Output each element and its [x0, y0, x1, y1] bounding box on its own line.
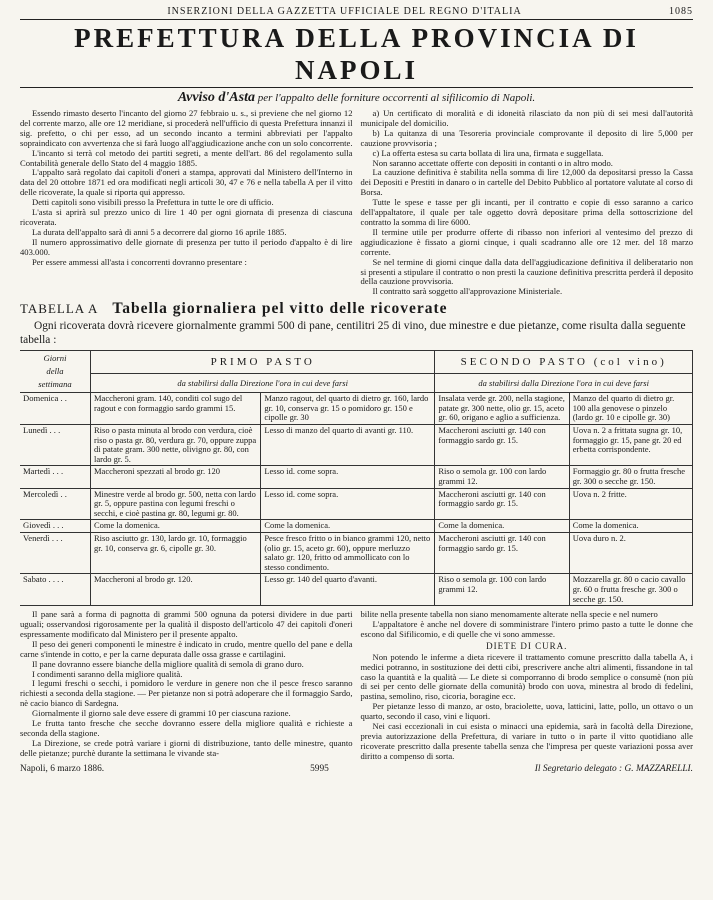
paragraph: Nei casi eccezionali in cui esista o minacci una epidemia, sarà in facoltà della Direzione, previa autorizzazione della Prefettura, di variare in tutto o in parte il vitto quotidiano alle ricoverate prescritto dalla presente tabella senza che l'impresa per queste variazioni possa aver diritto a compenso di sorta. [360, 721, 693, 761]
primo-pietanza-cell: Manzo ragout, del quarto di dietro gr. 160, lardo gr. 10, conserva gr. 15 o pomidoro gr. 150 e cipolle gr. 30 [261, 393, 435, 425]
table-row [20, 393, 693, 425]
paragraph: a) Un certificato di moralità e di idoneità rilasciato da non più di sei mesi dall'autorità municipale del domicilio. [360, 108, 693, 128]
primo-pietanza-cell: Pesce fresco fritto o in bianco grammi 120, netto (olio gr. 15, aceto gr. 60), oppure merluzzo salato gr. 120, fritto od ammollicato con lo stesso condimento. [261, 532, 435, 573]
primo-minestra-cell: Riso asciutto gr. 130, lardo gr. 10, formaggio gr. 10, conserva gr. 6, cipolle gr. 30. [91, 532, 261, 573]
day-cell: Martedì . . . [20, 466, 91, 488]
day-column-header [20, 351, 91, 393]
paragraph: Il pane dovranno essere bianche della migliore qualità di semola di grano duro. [32, 658, 304, 669]
paragraph: bilite nella presente tabella non siano menomamente alterate nella specie e nel numero [360, 609, 658, 620]
paragraph: Il contratto sarà soggetto all'approvazione Ministeriale. [372, 286, 563, 297]
paragraph: Il numero approssimativo delle giornate di presenza per tutto il periodo d'appalto è di lire 403.000. [20, 236, 353, 257]
paragraph: La cauzione definitiva è stabilita nella somma di lire 12,000 da depositarsi presso la Cassa dei Depositi e Prestiti in danaro o in cartelle del Debito Pubblico al portatore valutate al corso di Borsa. [360, 167, 693, 198]
paragraph: La durata dell'appalto sarà di anni 5 a decorrere dal giorno 16 aprile 1885. [32, 226, 287, 237]
paragraph: Il peso dei generi componenti le minestre è indicato in crudo, mentre quello del pane e della carne s'intende in cotto, e per la carne depurata dalle ossa grasse e cartilagini. [20, 638, 353, 659]
paragraph: I legumi freschi o secchi, i pomidoro le verdure in genere non che il pesce fresco saranno richiesti a seconda della stagione. — Per pietanze non si potrà adoperare che il formaggio Sardo, nè cacio bianco di Sardegna. [20, 678, 353, 709]
footer-number: 5995 [310, 763, 329, 774]
secondo-minestra-cell: Riso o semola gr. 100 con lardo grammi 12. [435, 466, 569, 488]
title-rule [20, 87, 693, 88]
paragraph: Detti capitoli sono visibili presso la Prefettura in tutte le ore di ufficio. [32, 197, 274, 208]
secondo-pietanza-cell: Come la domenica. [569, 520, 692, 533]
main-title: PREFETTURA DELLA PROVINCIA DI NAPOLI [74, 23, 639, 85]
subtitle-rest: per l'appalto delle forniture occorrenti al sifilicomio di Napoli. [254, 92, 536, 104]
primo-pasto-header: PRIMO PASTO [91, 351, 435, 374]
day-cell: Giovedì . . . [20, 520, 91, 533]
table-row [20, 532, 693, 573]
menu-rows [20, 393, 693, 606]
notice-subtitle [20, 90, 693, 106]
table-heading [20, 300, 693, 318]
footer-place-date: Napoli, 6 marzo 1886. [20, 763, 105, 774]
secondo-minestra-cell: Riso o semola gr. 100 con lardo grammi 12. [435, 574, 569, 606]
paragraph: b) La quitanza di una Tesoreria provinciale comprovante il deposito di lire 5,000 per cauzione provvisoria ; [360, 127, 693, 148]
primo-pasto-subheader: da stabilirsi dalla Direzione l'ora in cui deve farsi [91, 374, 435, 393]
notice-left-column [20, 109, 353, 297]
paragraph: L'appalto sarà regolato dai capitoli d'oneri a stampa, approvati dal Ministero dell'Interno in data del 20 ottobre 1871 ed ora modificati negli articoli 30, 47 e 76 e nella tabella A per il vitto delle ricoverate, la quale si riporta qui appresso. [20, 167, 353, 198]
primo-minestra-cell: Come la domenica. [91, 520, 261, 533]
primo-minestra-cell: Minestre verde al brodo gr. 500, netta con lardo gr. 5, oppure pastina con legumi freschi o secchi, e cioè pastina gr. 80, legumi gr. 80. [91, 488, 261, 520]
paragraph: Non saranno accettate offerte con depositi in contanti o in altro modo. [372, 157, 613, 168]
day-cell: Venerdì . . . [20, 532, 91, 573]
secondo-minestra-cell: Maccheroni asciutti gr. 140 con formaggio sardo gr. 15. [435, 425, 569, 466]
day-header-line: Giorni [43, 353, 67, 364]
paragraph: Le frutta tanto fresche che secche dovranno essere della migliore qualità e richieste a seconda della stagione. [20, 718, 353, 738]
table-subheader-row [20, 374, 693, 393]
paragraph: La Direzione, se crede potrà variare i giorni di distribuzione, tanto delle minestre, quanto delle pietanze; purchè durante la settimana le vivande sta- [20, 737, 353, 758]
day-header-line: settimana [38, 379, 72, 390]
paragraph: L'incanto si terrà col metodo dei partiti segreti, a mente dell'art. 86 del regolamento sulla Contabilità generale dello Stato del 4 maggio 1885. [20, 147, 353, 168]
paragraph: c) La offerta estesa su carta bollata di lira una, firmata e suggellata. [372, 147, 604, 158]
notes-right-column [361, 610, 694, 762]
secondo-pietanza-cell: Manzo del quarto di dietro gr. 100 alla genovese o pinzelo (lardo gr. 10 e cipolle gr. 30) [569, 393, 692, 425]
secondo-minestra-cell: Insalata verde gr. 200, nella stagione, patate gr. 300 nette, olio gr. 15, aceto gr. 60, origano e aglio a sufficienza. [435, 393, 569, 425]
table-header-row [20, 351, 693, 374]
page-number: 1085 [669, 6, 693, 17]
gazette-page [20, 6, 693, 774]
table-label: TABELLA A [20, 301, 99, 317]
notes-left-column [20, 610, 353, 762]
primo-minestra-cell: Maccheroni spezzati al brodo gr. 120 [91, 466, 261, 488]
page-footer [20, 764, 693, 774]
page-header [20, 6, 693, 20]
secondo-pietanza-cell: Uova duro n. 2. [569, 532, 692, 573]
primo-minestra-cell: Riso o pasta minuta al brodo con verdura, cioè riso o pasta gr. 80, verdura gr. 70, oppure zuppa di patate gram. 300 nette, olivigno gr. 80, con lardo gr. 5. [91, 425, 261, 466]
notice-right-column [361, 109, 694, 297]
paragraph: Per essere ammessi all'asta i concorrenti dovranno presentare : [32, 256, 247, 267]
primo-pietanza-cell: Lesso id. come sopra. [261, 466, 435, 488]
day-cell: Lunedì . . . [20, 425, 91, 466]
secondo-minestra-cell: Maccheroni asciutti gr. 140 con formaggio sardo gr. 15. [435, 488, 569, 520]
subtitle-bold: Avviso d'Asta [177, 90, 255, 105]
paragraph: I condimenti saranno della migliore qualità. [32, 668, 183, 679]
table-row [20, 425, 693, 466]
primo-pietanza-cell: Come la domenica. [261, 520, 435, 533]
paragraph: Giornalmente il giorno sale deve essere di grammi 10 per ciascuna razione. [32, 708, 291, 719]
table-row [20, 488, 693, 520]
table-row [20, 520, 693, 533]
table-row [20, 466, 693, 488]
paragraph: L'asta si aprirà sul prezzo unico di lire 1 40 per ogni giornata di presenza di ciascuna ricoverata. [20, 207, 353, 227]
day-cell: Sabato . . . . [20, 574, 91, 606]
day-header-line: della [46, 366, 64, 377]
paragraph: Per pietanze lesso di manzo, ar osto, braciolette, uova, latticini, latte, pollo, un ottavo o un quarto, secondo il caso, vini e liquori. [360, 701, 693, 722]
paragraph: Tutte le spese e tasse per gli incanti, per il contratto e copie di esso saranno a carico dell'appaltatore, il quale per tale oggetto dovrà depositare prima della sottoscrizione del contratto la somma di lire 6000. [360, 197, 693, 227]
secondo-pietanza-cell: Uova n. 2 a frittata sugna gr. 10, formaggio gr. 15, pane gr. 20 ed erbetta corrispondente. [569, 425, 692, 466]
diete-title: DIETE DI CURA. [486, 640, 568, 651]
secondo-pietanza-cell: Formaggio gr. 80 o frutta fresche gr. 300 o secche gr. 150. [569, 466, 692, 488]
primo-pietanza-cell: Lesso id. come sopra. [261, 488, 435, 520]
secondo-minestra-cell: Maccheroni asciutti gr. 140 con formaggio sardo gr. 15. [435, 532, 569, 573]
secondo-pietanza-cell: Uova n. 2 fritte. [569, 488, 692, 520]
paragraph: Non potendo le inferme a dieta ricevere il trattamento comune prescritto dalla tabella A, i medici potranno, in sostituzione dei detti cibi, prescrivere anche altri alimenti, fissandone in tal caso la quantità e la qualità — Le diete si comporranno di brodo semplice o consumè (non più di sei per cento delle giornate della comunità) brodo con uova, minestra al brodo di fedelini, pastina, semolino, riso, cicoria, boragine ecc. [360, 651, 693, 702]
notice-body [20, 109, 693, 297]
table-title: Tabella giornaliera pel vitto delle ricoverate [112, 300, 448, 318]
primo-minestra-cell: Maccheroni al brodo gr. 120. [91, 574, 261, 606]
header-title: INSERZIONI DELLA GAZZETTA UFFICIALE DEL REGNO D'ITALIA [167, 6, 522, 17]
notes-section [20, 610, 693, 762]
secondo-pietanza-cell: Mozzarella gr. 80 o cacio cavallo gr. 60 o frutta fresche gr. 300 o secche gr. 150. [569, 574, 692, 606]
paragraph: L'appaltatore è anche nel dovere di somministrare l'intero primo pasto a tutte le donne che escono dal Sifilicomio, e di quelle che vi sono ammesse. [360, 619, 693, 639]
day-cell: Mercoledì . . [20, 488, 91, 520]
footer-signature: Il Segretario delegato : G. MAZZARELLI. [534, 763, 693, 774]
paragraph: Se nel termine di giorni cinque dalla data dell'aggiudicazione definitiva il deliberatario non si presenti a stipulare il contratto o non presti la cauzione definitiva prescritta perderà il deposito della cauzione provvisoria. [360, 256, 693, 287]
table-row [20, 574, 693, 606]
paragraph: Il pane sarà a forma di pagnotta di grammi 500 ognuna da potersi dividere in due parti uguali; osservandosi rigorosamente per la qualità il disposto dell'articolo 47 dei capitoli d'oneri espressamente modificato dal Ministero per il presente appalto. [20, 609, 353, 639]
secondo-minestra-cell: Come la domenica. [435, 520, 569, 533]
paragraph: Il termine utile per produrre offerte di ribasso non inferiori al ventesimo del prezzo di aggiudicazione è fissato a giorni cinque, i quali scadranno alle ore 12 mer. del 18 marzo corrente. [360, 226, 693, 257]
paragraph: Essendo rimasto deserto l'incanto del giorno 27 febbraio u. s., si previene che nel giorno 12 del corrente marzo, alle ore 12 meridiane, si procederà nell'ufficio di questa Prefettura innanzi il sig. prefetto, o chi per esso, ad un secondo incanto a termini abbreviati per l'appalto sopraindicato con avvertenza che si farà luogo all'aggiudicazione anche con un solo concorrente. [20, 108, 353, 148]
secondo-pasto-subheader: da stabilirsi dalla Direzione l'ora in cui deve farsi [435, 374, 693, 393]
primo-minestra-cell: Maccheroni gram. 140, conditi col sugo del ragout e con formaggio sardo grammi 15. [91, 393, 261, 425]
primo-pietanza-cell: Lesso gr. 140 del quarto d'avanti. [261, 574, 435, 606]
table-intro: Ogni ricoverata dovrà ricevere giornalmente grammi 500 di pane, centilitri 25 di vino, due minestre e due pietanze, come risulta dalla seguente tabella : [20, 320, 686, 347]
primo-pietanza-cell: Lesso di manzo del quarto di avanti gr. 110. [261, 425, 435, 466]
secondo-pasto-header: SECONDO PASTO (col vino) [435, 351, 693, 374]
menu-table [20, 350, 693, 606]
day-cell: Domenica . . [20, 393, 91, 425]
